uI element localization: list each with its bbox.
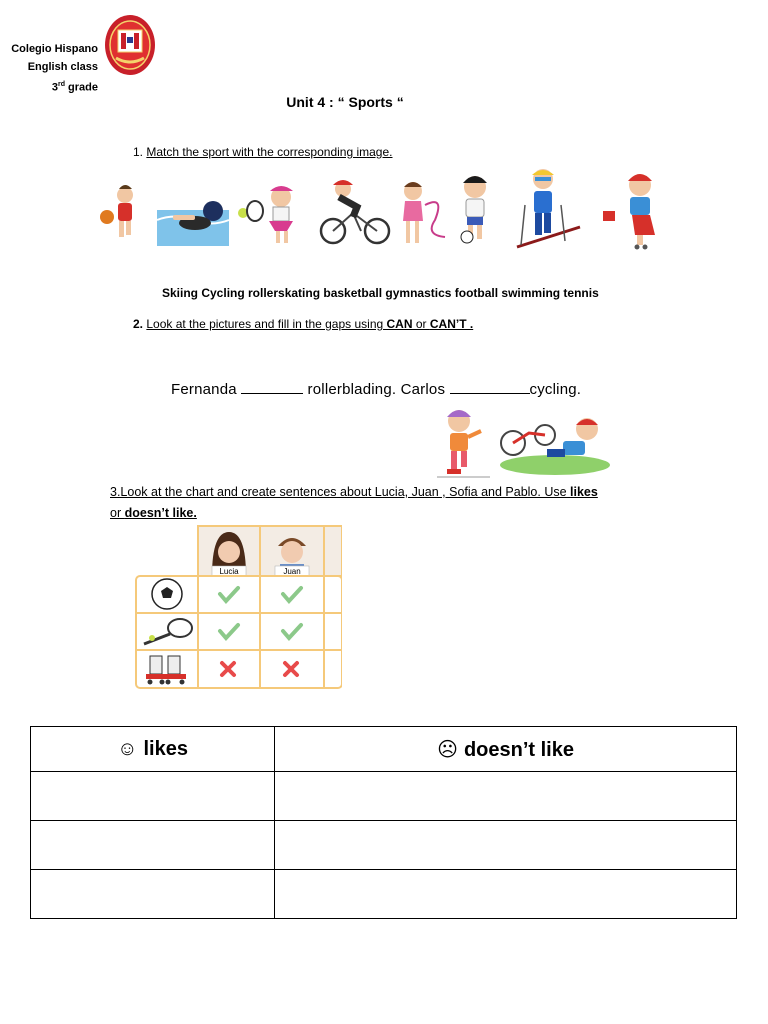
- answer-gap-2[interactable]: [450, 380, 530, 394]
- page-title: Unit 4 : “ Sports “: [286, 94, 404, 110]
- doesnt-like-column-header: ☹ doesn’t like: [275, 727, 737, 772]
- fill-gap-pictures: [435, 405, 610, 480]
- school-name: Colegio Hispano: [11, 43, 98, 55]
- chart-mark-juan-tennis-check: [283, 625, 301, 638]
- football-player-image: [461, 176, 487, 243]
- tennis-racket-icon: [144, 619, 192, 644]
- answer-cell[interactable]: [275, 821, 737, 870]
- question-2: 2. Look at the pictures and fill in the gaps using CAN or CAN’T .: [133, 317, 474, 331]
- gymnast-image: [403, 182, 445, 243]
- basketball-player-image: [100, 185, 133, 237]
- tennis-player-image: [238, 186, 293, 243]
- skier-image: [517, 169, 580, 247]
- chart-mark-juan-football-check: [283, 588, 301, 601]
- question-1-text: Match the sport with the corresponding image.: [146, 145, 393, 159]
- smiley-face-icon: ☺: [117, 737, 138, 760]
- answer-cell[interactable]: [31, 772, 275, 821]
- boy-fallen-bicycle-image: [500, 418, 610, 475]
- likes-column-header: ☺ likes: [31, 727, 275, 772]
- question-3: 3.Look at the chart and create sentences about Lucia, Juan , Sofia and Pablo. Use likes or doesn’t like.: [110, 485, 598, 520]
- class-name: English class: [27, 61, 98, 73]
- answer-cell[interactable]: [31, 870, 275, 919]
- chart-name-lucia: Lucia: [219, 567, 239, 576]
- cyclist-image: [321, 180, 389, 243]
- likes-chart: [132, 524, 342, 704]
- chart-mark-juan-skates-cross: [285, 663, 297, 675]
- rollerskater-image: [603, 174, 655, 250]
- chart-mark-lucia-skates-cross: [222, 663, 234, 675]
- school-info: [8, 40, 98, 97]
- soccer-ball-icon: [152, 579, 182, 609]
- chart-mark-lucia-tennis-check: [220, 625, 238, 638]
- girl-rollerblading-image: [437, 410, 490, 477]
- question-3-text: 3.Look at the chart and create sentences about Lucia, Juan , Sofia and Pablo. Use: [110, 485, 571, 499]
- answer-cell[interactable]: [275, 870, 737, 919]
- sports-images-row: [95, 165, 685, 250]
- question-2-text: Look at the pictures and fill in the gaps using: [146, 317, 387, 331]
- swimmer-image: [157, 201, 229, 246]
- question-1: 1. Match the sport with the corresponding image.: [133, 145, 393, 159]
- grade: 3rd grade: [51, 81, 98, 94]
- answer-cell[interactable]: [275, 772, 737, 821]
- chart-mark-lucia-football-check: [220, 588, 238, 601]
- answer-table: [30, 726, 737, 919]
- fill-gap-sentences: Fernanda rollerblading. Carlos cycling.: [171, 381, 582, 398]
- answer-cell[interactable]: [31, 821, 275, 870]
- sad-face-icon: ☹: [437, 738, 458, 761]
- word-bank: Skiing Cycling rollerskating basketball gymnastics football swimming tennis: [162, 286, 599, 300]
- school-crest-logo: [104, 14, 156, 76]
- answer-gap-1[interactable]: [241, 380, 303, 394]
- chart-name-juan: Juan: [283, 567, 301, 576]
- roller-skates-icon: [146, 656, 186, 685]
